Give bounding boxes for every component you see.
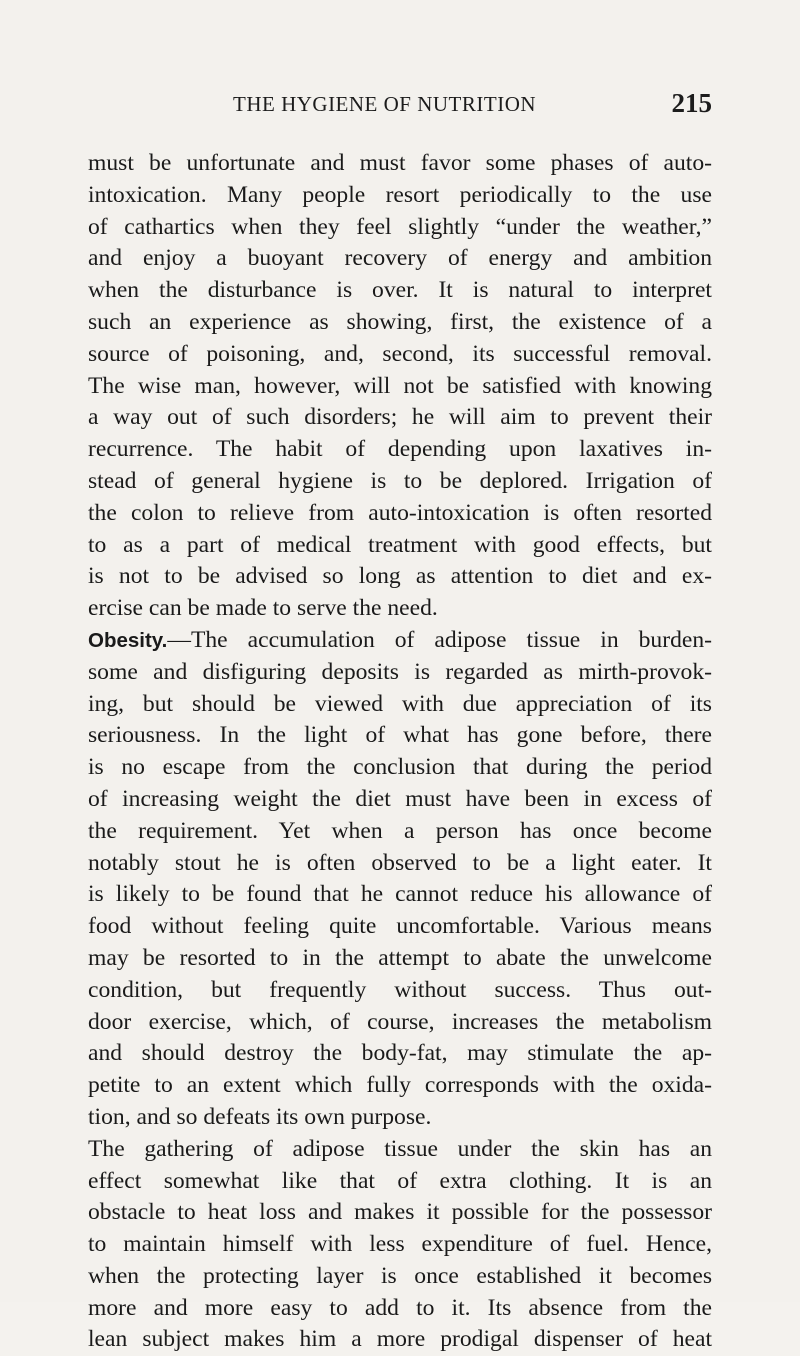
text-line: tion, and so defeats its own purpose.	[88, 1103, 432, 1130]
text-line: lean subject makes him a more prodigal dispenser of heat	[88, 1326, 712, 1353]
text-line: more and more easy to add to it. Its absence from the	[88, 1294, 712, 1321]
text-line: the colon to relieve from auto-intoxication is often resorted	[88, 499, 712, 526]
text-line: The wise man, however, will not be satisfied with knowing	[88, 372, 712, 399]
text-line: of cathartics when they feel slightly “under the weather,”	[88, 213, 712, 240]
text-line: seriousness. In the light of what has gone before, there	[88, 722, 712, 749]
text-line: food without feeling quite uncomfortable. Various means	[88, 913, 712, 940]
text-line: notably stout he is often observed to be a light eater. It	[88, 849, 712, 876]
text-line: must be unfortunate and must favor some phases of auto-	[88, 150, 712, 176]
text-line: stead of general hygiene is to be deplored. Irrigation of	[88, 467, 712, 494]
text-line: the requirement. Yet when a person has once become	[88, 817, 712, 844]
text-line: when the disturbance is over. It is natural to interpret	[88, 277, 712, 304]
text-line: source of poisoning, and, second, its successful removal.	[88, 340, 712, 367]
text-line: is not to be advised so long as attention to diet and ex-	[88, 563, 712, 590]
text-line: such an experience as showing, first, the existence of a	[88, 308, 712, 335]
page-number: 215	[671, 88, 712, 118]
text-line: effect somewhat like that of extra clothing. It is an	[88, 1167, 712, 1194]
text-line: and should destroy the body-fat, may stimulate the ap-	[88, 1040, 712, 1067]
text-line: is no escape from the conclusion that during the period	[88, 754, 712, 781]
text-line: to maintain himself with less expenditure of fuel. Hence,	[88, 1231, 712, 1258]
section-first-line	[88, 625, 712, 657]
text-line: and enjoy a buoyant recovery of energy and ambition	[88, 245, 712, 272]
text-line: of increasing weight the diet must have been in excess of	[88, 785, 712, 812]
text-line: some and disfiguring deposits is regarded as mirth-provok-	[88, 658, 712, 685]
text-line: recurrence. The habit of depending upon laxatives in-	[88, 436, 712, 463]
body-text	[88, 148, 712, 1356]
text-fragment: —The accumulation of adipose tissue in burden-	[167, 626, 712, 653]
page-header	[88, 88, 712, 124]
text-line: door exercise, which, of course, increases the metabolism	[88, 1008, 712, 1035]
text-line: ercise can be made to serve the need.	[88, 595, 438, 622]
text-line: ing, but should be viewed with due appreciation of its	[88, 690, 712, 717]
text-line: The gathering of adipose tissue under the skin has an	[88, 1135, 712, 1162]
text-line: to as a part of medical treatment with good effects, but	[88, 531, 712, 558]
section-heading-obesity: Obesity.	[88, 628, 168, 652]
text-line: a way out of such disorders; he will aim to prevent their	[88, 404, 712, 431]
text-line: may be resorted to in the attempt to abate the unwelcome	[88, 944, 712, 971]
text-line: is likely to be found that he cannot reduce his allowance of	[88, 881, 712, 908]
running-head: THE HYGIENE OF NUTRITION	[233, 92, 537, 116]
text-line: condition, but frequently without success. Thus out-	[88, 976, 712, 1003]
text-line: petite to an extent which fully corresponds with the oxida-	[88, 1072, 712, 1099]
text-line: obstacle to heat loss and makes it possible for the possessor	[88, 1199, 712, 1226]
text-line: intoxication. Many people resort periodically to the use	[88, 181, 712, 208]
text-line: when the protecting layer is once established it becomes	[88, 1262, 712, 1289]
